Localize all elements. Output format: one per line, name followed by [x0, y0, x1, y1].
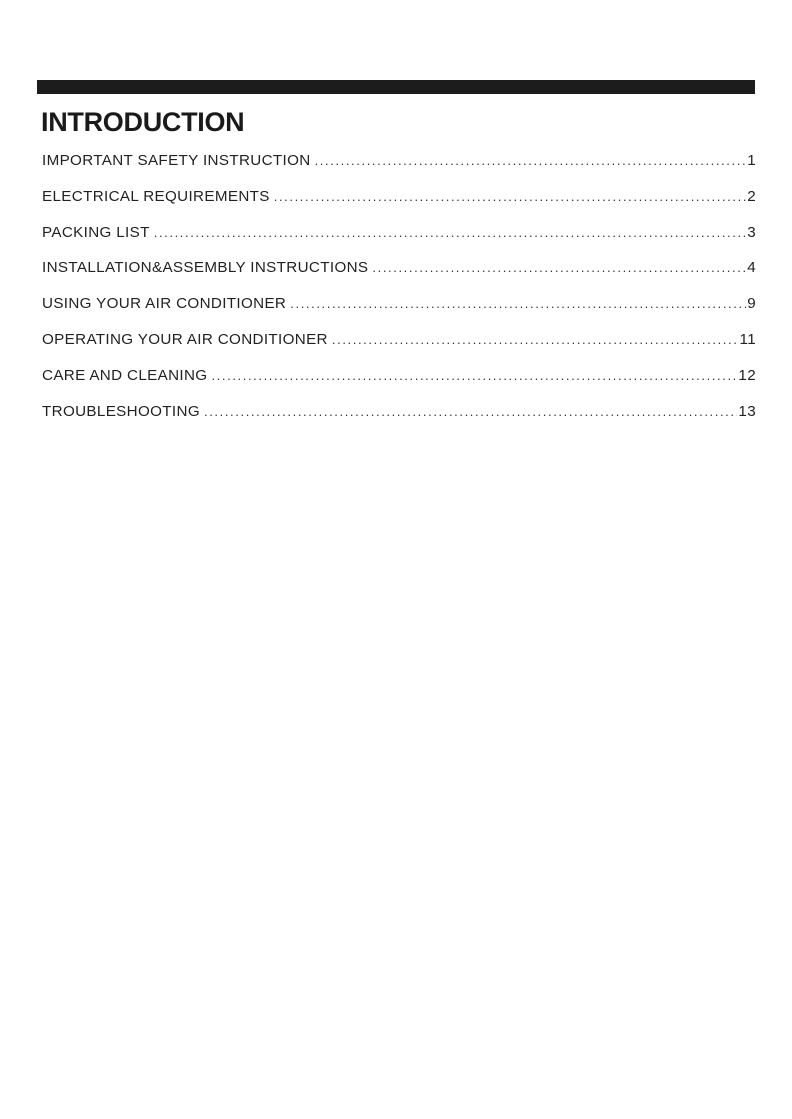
toc-entry-care-and-cleaning[interactable] — [42, 367, 756, 403]
toc-entry-troubleshooting[interactable] — [42, 403, 756, 439]
toc-entry-label: ELECTRICAL REQUIREMENTS — [42, 187, 270, 205]
toc-entry-label: TROUBLESHOOTING — [42, 402, 200, 420]
toc-entry-page-number: 1 — [747, 152, 756, 169]
dot-leader — [274, 189, 746, 204]
toc-entry-label: IMPORTANT SAFETY INSTRUCTION — [42, 152, 311, 169]
dot-leader — [290, 296, 746, 311]
toc-entry-page-number: 12 — [738, 366, 756, 384]
toc-entry-label: OPERATING YOUR AIR CONDITIONER — [42, 330, 328, 348]
toc-entry-installation-assembly[interactable] — [42, 259, 756, 295]
toc-entry-page-number: 11 — [739, 330, 756, 348]
toc-entry-label: USING YOUR AIR CONDITIONER — [42, 295, 287, 313]
toc-entry-page-number: 13 — [738, 402, 756, 420]
dot-leader — [332, 332, 739, 347]
dot-leader — [204, 404, 737, 419]
toc-entry-page-number: 4 — [747, 259, 756, 277]
toc-entry-label: PACKING LIST — [42, 223, 150, 241]
table-of-contents — [42, 152, 756, 438]
dot-leader — [315, 153, 747, 168]
toc-entry-packing-list[interactable] — [42, 224, 756, 260]
dot-leader — [211, 368, 737, 383]
header-rule-bar — [37, 80, 755, 94]
toc-entry-page-number: 3 — [747, 223, 756, 241]
toc-entry-using-your-air-conditioner[interactable] — [42, 295, 756, 331]
toc-entry-page-number: 2 — [747, 187, 756, 205]
toc-entry-label: CARE AND CLEANING — [42, 366, 208, 384]
toc-entry-operating-your-air-conditioner[interactable] — [42, 331, 756, 367]
toc-entry-important-safety-instruction[interactable] — [42, 152, 756, 188]
page-title: INTRODUCTION — [41, 107, 245, 137]
dot-leader — [372, 260, 746, 275]
toc-entry-electrical-requirements[interactable] — [42, 188, 756, 224]
toc-entry-label: INSTALLATION&ASSEMBLY INSTRUCTIONS — [42, 259, 369, 277]
dot-leader — [154, 225, 746, 240]
toc-entry-page-number: 9 — [747, 295, 756, 313]
